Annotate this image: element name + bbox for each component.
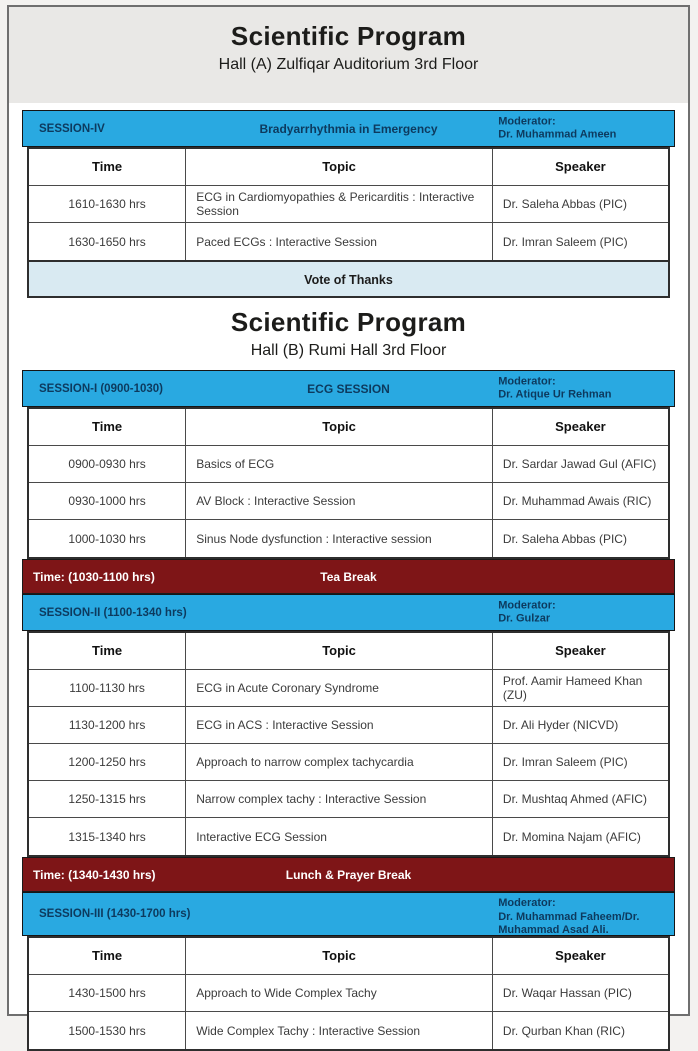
time-cell: 1500-1530 hrs xyxy=(29,1012,186,1049)
table-row xyxy=(29,223,668,260)
time-cell: 1610-1630 hrs xyxy=(29,186,186,222)
program-a-subtitle: Hall (A) Zulfiqar Auditorium 3rd Floor xyxy=(218,56,479,73)
speaker-cell: Dr. Mushtaq Ahmed (AFIC) xyxy=(502,792,647,806)
column-header-topic: Topic xyxy=(186,938,493,974)
moderator-line: Dr. Muhammad Ameen xyxy=(498,128,617,141)
column-header-time: Time xyxy=(29,149,186,185)
table-row xyxy=(29,1012,668,1049)
session-table xyxy=(27,407,670,559)
moderator-line: Moderator: xyxy=(498,375,556,387)
speaker-cell: Dr. Saleha Abbas (PIC) xyxy=(502,197,627,211)
speaker-cell: Dr. Imran Saleem (PIC) xyxy=(502,234,628,249)
session-label: SESSION-II (1100-1340 hrs) xyxy=(39,606,187,619)
time-cell: 1630-1650 hrs xyxy=(29,223,186,260)
session-header-bar xyxy=(22,892,675,936)
break-label: Tea Break xyxy=(320,569,377,584)
time-cell: 1130-1200 hrs xyxy=(29,707,186,743)
column-header-topic: Topic xyxy=(186,149,493,185)
session-header-bar xyxy=(22,594,675,631)
program-a-schedule xyxy=(22,110,675,298)
time-cell: 1430-1500 hrs xyxy=(29,975,186,1011)
time-cell: 1100-1130 hrs xyxy=(29,670,186,706)
moderator-line: Moderator: xyxy=(498,599,556,611)
table-header-row xyxy=(29,633,668,670)
table-header-row xyxy=(29,149,668,186)
session-table xyxy=(27,147,670,262)
table-row xyxy=(29,446,668,483)
session-label: SESSION-I (0900-1030) xyxy=(39,382,164,395)
topic-cell: Basics of ECG xyxy=(186,446,493,482)
topic-cell: Paced ECGs : Interactive Session xyxy=(186,223,493,260)
break-label: Lunch & Prayer Break xyxy=(285,867,412,882)
session-moderator xyxy=(498,897,670,938)
column-header-topic: Topic xyxy=(186,633,493,669)
program-b-subtitle: Hall (B) Rumi Hall 3rd Floor xyxy=(250,342,447,359)
session-title: Bradyarrhythmia in Emergency xyxy=(259,121,438,136)
session-table xyxy=(27,631,670,857)
table-header-row xyxy=(29,409,668,446)
topic-cell: Narrow complex tachy : Interactive Session xyxy=(186,781,493,817)
table-row xyxy=(29,483,668,520)
topic-cell: Approach to narrow complex tachycardia xyxy=(186,744,493,780)
speaker-cell: Dr. Imran Saleem (PIC) xyxy=(502,755,628,769)
table-row xyxy=(29,520,668,557)
table-row xyxy=(29,186,668,223)
session-moderator xyxy=(498,599,670,626)
topic-cell: ECG in ACS : Interactive Session xyxy=(186,707,493,743)
time-cell: 1315-1340 hrs xyxy=(29,818,186,855)
moderator-line: Dr. Muhammad Faheem/Dr. xyxy=(498,910,640,923)
moderator-line: Moderator: xyxy=(498,115,556,127)
session-moderator xyxy=(498,115,670,142)
column-header-speaker: Speaker xyxy=(555,419,606,434)
table-row xyxy=(29,818,668,855)
program-b-schedule xyxy=(22,370,675,1051)
table-row xyxy=(29,707,668,744)
table-header-row xyxy=(29,938,668,975)
speaker-cell: Dr. Qurban Khan (RIC) xyxy=(502,1023,625,1038)
column-header-speaker: Speaker xyxy=(555,948,606,963)
program-a-title: Scientific Program xyxy=(230,21,467,51)
time-cell: 1000-1030 hrs xyxy=(29,520,186,557)
topic-cell: Wide Complex Tachy : Interactive Session xyxy=(186,1012,493,1049)
time-cell: 1250-1315 hrs xyxy=(29,781,186,817)
topic-cell: ECG in Acute Coronary Syndrome xyxy=(186,670,493,706)
break-time: Time: (1030-1100 hrs) xyxy=(33,569,155,584)
program-b-header xyxy=(9,307,688,362)
session-moderator xyxy=(498,375,670,402)
break-time: Time: (1340-1430 hrs) xyxy=(33,867,156,882)
speaker-cell: Dr. Waqar Hassan (PIC) xyxy=(502,986,632,1000)
table-row xyxy=(29,670,668,707)
column-header-time: Time xyxy=(29,633,186,669)
program-a-header xyxy=(9,7,688,103)
session-label: SESSION-IV xyxy=(39,122,105,135)
table-row xyxy=(29,744,668,781)
table-row xyxy=(29,781,668,818)
speaker-cell: Prof. Aamir Hameed Khan (ZU) xyxy=(502,674,643,702)
moderator-line: Dr. Gulzar xyxy=(498,612,551,625)
speaker-cell: Dr. Saleha Abbas (PIC) xyxy=(502,531,627,546)
topic-cell: Interactive ECG Session xyxy=(186,818,493,855)
scanned-program-page xyxy=(7,5,690,1038)
session-header-bar xyxy=(22,370,675,407)
topic-cell: Sinus Node dysfunction : Interactive session xyxy=(186,520,493,557)
session-title: ECG SESSION xyxy=(307,381,390,396)
column-header-topic: Topic xyxy=(186,409,493,445)
session-header-bar xyxy=(22,110,675,147)
topic-cell: Approach to Wide Complex Tachy xyxy=(186,975,493,1011)
break-bar xyxy=(22,559,675,594)
topic-cell: AV Block : Interactive Session xyxy=(186,483,493,519)
break-bar xyxy=(22,857,675,892)
speaker-cell: Dr. Ali Hyder (NICVD) xyxy=(502,718,619,732)
moderator-line: Muhammad Asad Ali. xyxy=(498,924,609,936)
speaker-cell: Dr. Muhammad Awais (RIC) xyxy=(502,494,652,508)
vote-of-thanks-row: Vote of Thanks xyxy=(27,262,670,298)
session-table xyxy=(27,936,670,1051)
column-header-time: Time xyxy=(29,409,186,445)
time-cell: 1200-1250 hrs xyxy=(29,744,186,780)
column-header-speaker: Speaker xyxy=(555,159,606,174)
topic-cell: ECG in Cardiomyopathies & Pericarditis : Interactive Session xyxy=(186,186,493,222)
speaker-cell: Dr. Sardar Jawad Gul (AFIC) xyxy=(502,457,657,471)
column-header-time: Time xyxy=(29,938,186,974)
program-b-title: Scientific Program xyxy=(230,307,467,337)
moderator-line: Dr. Atique Ur Rehman xyxy=(498,388,612,401)
moderator-line: Moderator: xyxy=(498,897,556,909)
column-header-speaker: Speaker xyxy=(555,643,606,658)
session-label: SESSION-III (1430-1700 hrs) xyxy=(39,908,191,920)
time-cell: 0930-1000 hrs xyxy=(29,483,186,519)
time-cell: 0900-0930 hrs xyxy=(29,446,186,482)
speaker-cell: Dr. Momina Najam (AFIC) xyxy=(502,829,641,844)
table-row xyxy=(29,975,668,1012)
